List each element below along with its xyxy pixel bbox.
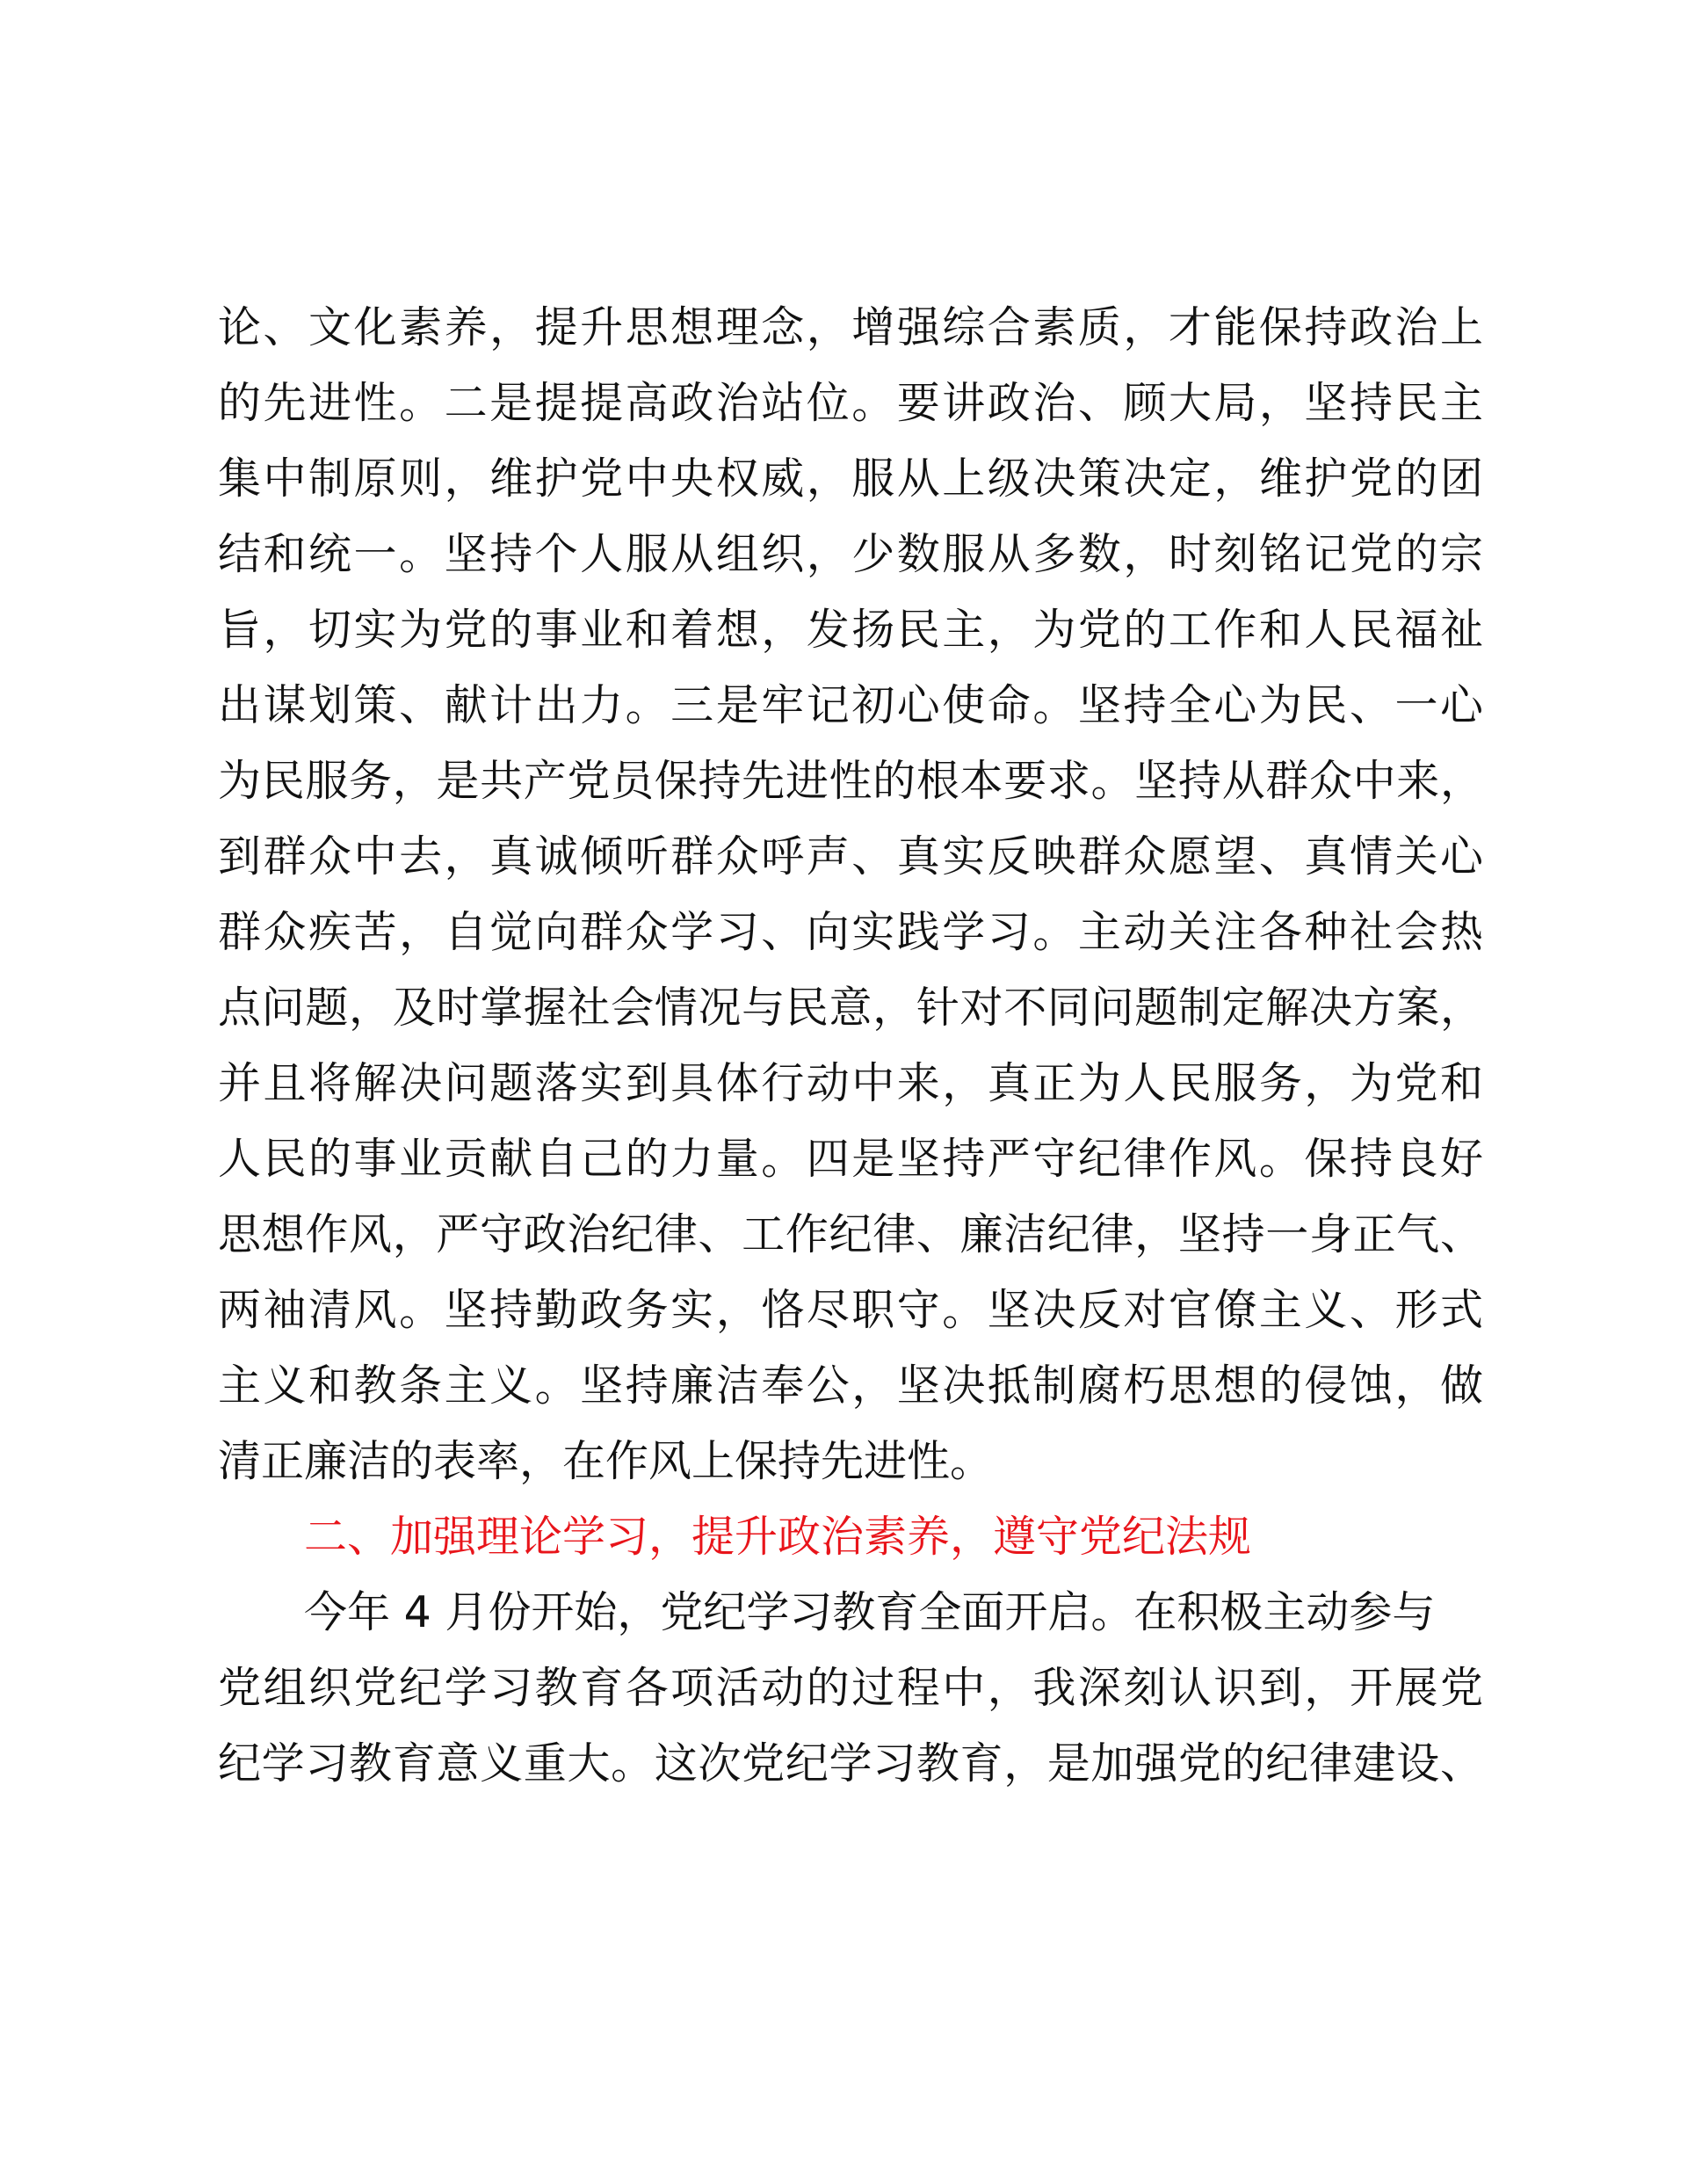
text-line: 的先进性。二是提提高政治站位。要讲政治、顾大局，坚持民主 [218,378,1483,428]
text-line: 并且将解决问题落实到具体行动中来，真正为人民服务，为党和 [218,1058,1483,1108]
text-line: 两袖清风。坚持勤政务实，恪尽职守。坚决反对官僚主义、形式 [218,1285,1483,1335]
text-line: 纪学习教育意义重大。这次党纪学习教育，是加强党的纪律建设、 [218,1738,1483,1789]
text-line: 群众疾苦，自觉向群众学习、向实践学习。主动关注各种社会热 [218,907,1483,957]
text-line: 思想作风，严守政治纪律、工作纪律、廉洁纪律，坚持一身正气、 [218,1209,1483,1259]
text-line: 结和统一。坚持个人服从组织，少数服从多数，时刻铭记党的宗 [218,529,1483,579]
text-line: 点问题，及时掌握社会情况与民意，针对不同问题制定解决方案， [218,983,1483,1033]
text-line: 为民服务，是共产党员保持先进性的根本要求。坚持从群众中来， [218,756,1483,806]
text-line: 旨，切实为党的事业和着想，发扬民主，为党的工作和人民福祉 [218,605,1483,655]
text-line: 人民的事业贡献自己的力量。四是坚持严守纪律作风。保持良好 [218,1134,1483,1184]
text-line: 今年 4 月份开始，党纪学习教育全面开启。在积极主动参与 [304,1587,1436,1637]
text-line: 清正廉洁的表率，在作风上保持先进性。 [218,1436,994,1486]
text-line: 党组织党纪学习教育各项活动的过程中，我深刻认识到，开展党 [218,1663,1483,1713]
section-heading: 二、加强理论学习，提升政治素养，遵守党纪法规 [304,1512,1252,1562]
text-line: 主义和教条主义。坚持廉洁奉公，坚决抵制腐朽思想的侵蚀，做 [218,1360,1483,1411]
text-line: 论、文化素养，提升思想理念，增强综合素质，才能保持政治上 [218,302,1483,352]
text-line: 出谋划策、献计出力。三是牢记初心使命。坚持全心为民、一心 [218,680,1483,730]
text-line: 集中制原则，维护党中央权威，服从上级决策决定，维护党的团 [218,453,1483,504]
text-line: 到群众中去，真诚倾听群众呼声、真实反映群众愿望、真情关心 [218,831,1483,882]
